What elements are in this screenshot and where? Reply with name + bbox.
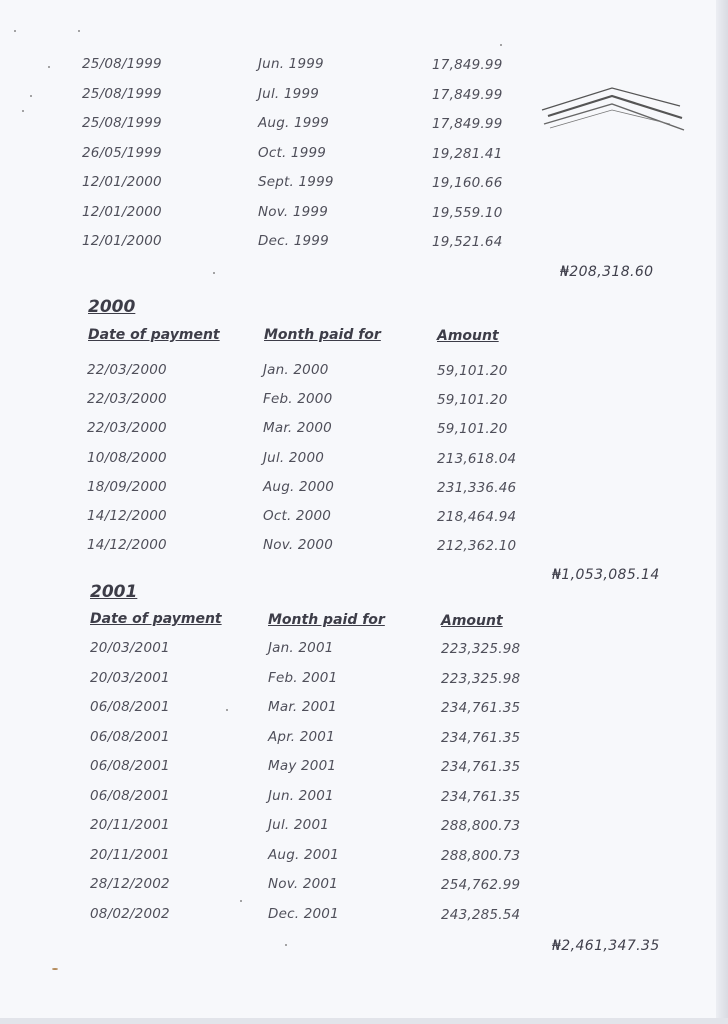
cell-month: Aug. 1999 [258, 115, 330, 131]
cell-date: 26/05/1999 [82, 144, 162, 161]
cell-date: 06/08/2001 [90, 787, 170, 804]
cell-amount: 59,101.20 [437, 421, 508, 438]
cell-month: Jul. 2000 [263, 449, 325, 466]
scan-speck [240, 900, 242, 902]
cell-month: Feb. 2000 [263, 391, 333, 408]
total-2000: ₦1,053,085.14 [552, 567, 660, 583]
scan-speck [213, 272, 215, 274]
cell-amount: 212,362.10 [437, 538, 517, 555]
cell-month: Aug. 2000 [263, 478, 335, 495]
cell-date: 06/08/2001 [90, 699, 170, 715]
col-header-date-2000: Date of payment [88, 327, 220, 343]
cell-date: 14/12/2000 [87, 508, 167, 524]
scan-speck [22, 110, 24, 112]
cell-amount: 19,281.41 [432, 145, 503, 162]
col-header-amount-2000: Amount [437, 328, 499, 344]
cell-month: Nov. 1999 [258, 203, 328, 220]
cell-month: Jul. 2001 [268, 817, 330, 833]
cell-date: 25/08/1999 [82, 115, 162, 131]
cell-amount: 17,849.99 [432, 86, 503, 103]
scan-speck [30, 95, 32, 97]
cell-amount: 59,101.20 [437, 392, 508, 409]
scan-speck [78, 30, 80, 32]
cell-amount: 19,160.66 [432, 175, 503, 191]
col-header-month-2000: Month paid for [264, 327, 381, 343]
cell-date: 08/02/2002 [90, 905, 170, 922]
scan-speck [226, 709, 228, 711]
cell-amount: 223,325.98 [441, 641, 521, 657]
cell-amount: 59,101.20 [437, 363, 508, 379]
cell-amount: 234,761.35 [441, 729, 521, 746]
total-2001: ₦2,461,347.35 [552, 938, 660, 954]
page-edge-shadow [716, 0, 728, 1024]
cell-month: Aug. 2001 [268, 846, 340, 863]
cell-month: Jul. 1999 [258, 85, 320, 102]
cell-date: 20/03/2001 [90, 640, 170, 656]
cell-month: Nov. 2000 [263, 537, 333, 554]
cell-amount: 254,762.99 [441, 877, 521, 893]
cell-month: Jan. 2001 [268, 640, 334, 656]
year-heading-2000: 2000 [88, 297, 136, 317]
cell-date: 06/08/2001 [90, 758, 170, 774]
chevron-logo-icon [540, 84, 686, 136]
cell-month: Mar. 2001 [268, 699, 337, 715]
cell-month: Sept. 1999 [258, 174, 334, 190]
cell-date: 06/08/2001 [90, 728, 170, 745]
cell-amount: 288,800.73 [441, 847, 521, 864]
cell-month: May 2001 [268, 758, 337, 774]
cell-date: 18/09/2000 [87, 478, 167, 495]
cell-month: Feb. 2001 [268, 669, 338, 686]
cell-month: Nov. 2001 [268, 876, 338, 892]
cell-date: 10/08/2000 [87, 449, 167, 466]
cell-month: Apr. 2001 [268, 728, 335, 745]
cell-amount: 231,336.46 [437, 479, 517, 496]
cell-amount: 223,325.98 [441, 670, 521, 687]
cell-amount: 19,559.10 [432, 204, 503, 221]
cell-date: 28/12/2002 [90, 876, 170, 892]
cell-date: 20/03/2001 [90, 669, 170, 686]
cell-date: 25/08/1999 [82, 56, 162, 72]
cell-amount: 218,464.94 [437, 509, 517, 525]
cell-month: Mar. 2000 [263, 420, 332, 437]
cell-date: 12/01/2000 [82, 174, 162, 190]
cell-amount: 288,800.73 [441, 818, 521, 834]
cell-amount: 17,849.99 [432, 57, 503, 73]
cell-month: Oct. 2000 [263, 508, 332, 524]
cell-date: 12/01/2000 [82, 233, 162, 249]
cell-date: 14/12/2000 [87, 537, 167, 554]
cell-amount: 243,285.54 [441, 906, 521, 923]
cell-amount: 19,521.64 [432, 234, 503, 250]
cell-amount: 234,761.35 [441, 700, 521, 716]
scan-speck [52, 968, 58, 970]
cell-amount: 234,761.35 [441, 788, 521, 805]
cell-date: 22/03/2000 [87, 362, 167, 378]
cell-amount: 213,618.04 [437, 450, 517, 467]
cell-date: 25/08/1999 [82, 85, 162, 102]
total-1999: ₦208,318.60 [560, 264, 654, 280]
cell-date: 22/03/2000 [87, 391, 167, 408]
cell-month: Oct. 1999 [258, 144, 327, 161]
cell-date: 20/11/2001 [90, 817, 170, 833]
cell-date: 20/11/2001 [90, 846, 170, 863]
cell-month: Dec. 2001 [268, 905, 339, 922]
cell-month: Jun. 2001 [268, 787, 334, 804]
scan-speck [48, 66, 50, 68]
col-header-date-2001: Date of payment [90, 611, 222, 627]
scan-speck [500, 44, 502, 46]
cell-amount: 17,849.99 [432, 116, 503, 132]
scan-speck [285, 944, 287, 946]
col-header-month-2001: Month paid for [268, 612, 385, 628]
cell-date: 12/01/2000 [82, 203, 162, 220]
cell-month: Jan. 2000 [263, 362, 329, 378]
page-bottom-edge [0, 1018, 728, 1024]
cell-date: 22/03/2000 [87, 420, 167, 437]
col-header-amount-2001: Amount [441, 613, 503, 629]
cell-amount: 234,761.35 [441, 759, 521, 775]
cell-month: Dec. 1999 [258, 233, 329, 249]
scan-speck [14, 30, 16, 32]
year-heading-2001: 2001 [90, 582, 138, 602]
cell-month: Jun. 1999 [258, 56, 324, 72]
